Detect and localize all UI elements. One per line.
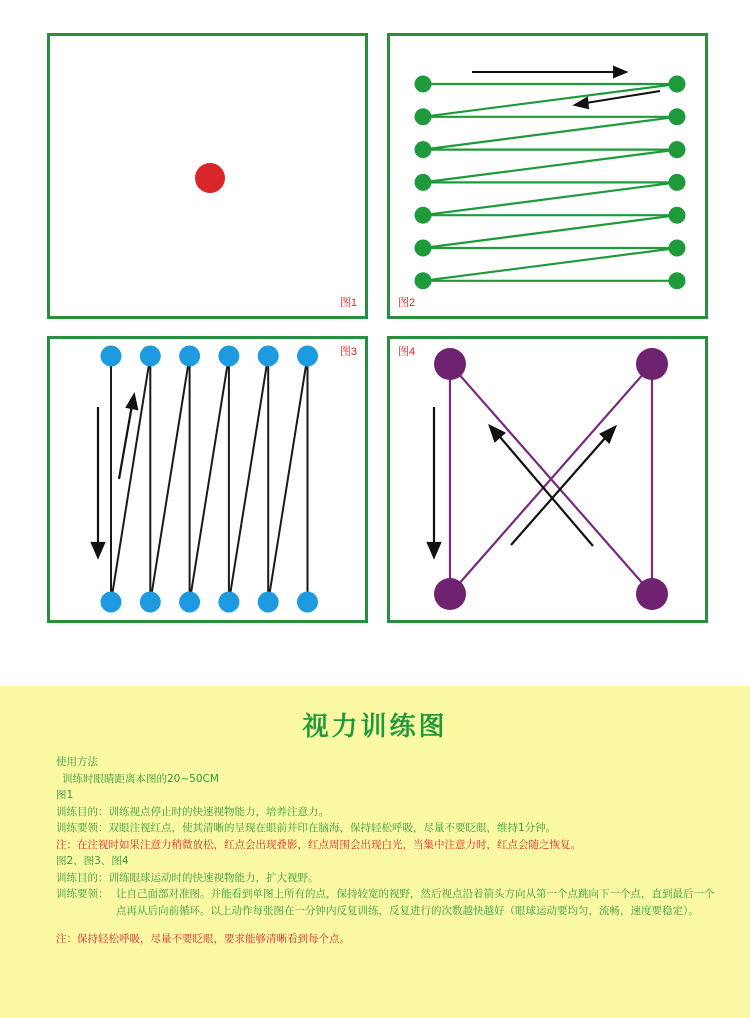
distance-text: 训练时眼睛距离本图的20~50CM bbox=[62, 772, 219, 785]
corner-dot bbox=[636, 348, 668, 380]
instructions-text bbox=[56, 754, 716, 948]
figure-1-label: 图1 bbox=[339, 297, 357, 309]
diagonal-line bbox=[423, 117, 677, 150]
top-dot bbox=[258, 346, 279, 367]
diagonal-line bbox=[423, 150, 677, 183]
diagonal-line bbox=[423, 215, 677, 248]
up-right-arrow-line bbox=[511, 437, 606, 545]
left-dot bbox=[415, 76, 432, 93]
bottom-dot bbox=[218, 592, 239, 613]
figure-1-drawing bbox=[50, 36, 365, 316]
fig1-method: 训练要领：双眼注视红点，使其清晰的呈现在眼前并印在脑海，保持轻松呼吸，尽量不要眨眼，维持1分钟。 bbox=[56, 822, 557, 834]
fig234-method-block bbox=[56, 886, 716, 919]
back-arrow-line bbox=[586, 91, 660, 103]
down-arrow-head bbox=[92, 543, 104, 557]
usage-heading: 使用方法 bbox=[56, 756, 98, 768]
top-dot bbox=[179, 346, 200, 367]
right-dot bbox=[669, 272, 686, 289]
final-note: 注：保持轻松呼吸，尽量不要眨眼，要求能够清晰看到每个点。 bbox=[56, 933, 350, 945]
top-dot bbox=[101, 346, 122, 367]
down-arrow-head bbox=[428, 543, 440, 557]
right-dot bbox=[669, 207, 686, 224]
bottom-dot bbox=[101, 592, 122, 613]
red-focus-dot bbox=[195, 163, 225, 193]
top-dot bbox=[297, 346, 318, 367]
fig234-purpose: 训练目的：训练眼球运动时的快速视物能力，扩大视野。 bbox=[56, 871, 319, 884]
diagonal-line bbox=[423, 182, 677, 215]
diagonal-line bbox=[423, 84, 677, 117]
fig234-heading: 图2、图3、图4 bbox=[56, 855, 129, 867]
figure-2-drawing bbox=[390, 36, 705, 316]
fig1-note: 注：在注视时如果注意力稍微放松，红点会出现叠影，红点周围会出现白光，当集中注意力时，红点会随之恢复。 bbox=[56, 838, 581, 851]
left-dot bbox=[415, 272, 432, 289]
figure-4-drawing bbox=[390, 339, 705, 620]
top-dot bbox=[218, 346, 239, 367]
fig1-heading: 图1 bbox=[56, 789, 74, 801]
right-dot bbox=[669, 174, 686, 191]
right-arrow-head bbox=[614, 67, 626, 77]
diagonal-line bbox=[190, 356, 229, 602]
figure-3-drawing bbox=[50, 339, 365, 620]
up-left-arrow-line bbox=[500, 437, 593, 546]
bottom-dot bbox=[297, 592, 318, 613]
right-dot bbox=[669, 76, 686, 93]
direction-arrows bbox=[428, 407, 615, 557]
diagonal-line bbox=[423, 248, 677, 281]
right-dot bbox=[669, 108, 686, 125]
page-title: 视力训练图 bbox=[302, 712, 448, 742]
up-arrow-head bbox=[127, 395, 137, 409]
left-dot bbox=[415, 141, 432, 158]
figure-4-label: 图4 bbox=[398, 346, 416, 358]
bottom-dot bbox=[179, 592, 200, 613]
back-arrow-head bbox=[575, 98, 588, 108]
left-dot bbox=[415, 108, 432, 125]
vertical-zigzag-lines bbox=[111, 356, 308, 602]
figure-2-panel bbox=[387, 33, 708, 319]
figure-2-label: 图2 bbox=[398, 297, 416, 309]
diagonal-line bbox=[229, 356, 268, 602]
instructions-section bbox=[0, 686, 750, 1018]
left-dot bbox=[415, 174, 432, 191]
bottom-dot bbox=[140, 592, 161, 613]
direction-arrows bbox=[472, 67, 660, 108]
fig1-purpose: 训练目的：训练视点停止时的快速视物能力，培养注意力。 bbox=[56, 805, 329, 818]
right-dot bbox=[669, 141, 686, 158]
bottom-dot bbox=[258, 592, 279, 613]
right-dot bbox=[669, 240, 686, 257]
cross-lines bbox=[450, 364, 652, 594]
zigzag-lines bbox=[423, 84, 677, 281]
left-dot bbox=[415, 240, 432, 257]
corner-dot bbox=[636, 578, 668, 610]
figure-1-panel bbox=[47, 33, 368, 319]
top-dot bbox=[140, 346, 161, 367]
diagonal-line bbox=[150, 356, 189, 602]
fig234-method: 让自己面部对准图。并能看到单图上所有的点，保持较宽的视野，然后视点沿着箭头方向从第一个点跳向下一个点，直到最后一个点再从后向前循环。以上动作每张图在一分钟内反复训练，反复进行的次数越快越好（眼球运动要均匀，流畅，速度要稳定）。 bbox=[116, 888, 715, 917]
figure-3-label: 图3 bbox=[339, 346, 357, 358]
figure-4-panel bbox=[387, 336, 708, 623]
left-dot bbox=[415, 207, 432, 224]
corner-dot bbox=[434, 578, 466, 610]
fig234-method-label: 训练要领： bbox=[56, 888, 109, 900]
up-arrow-line bbox=[119, 405, 132, 479]
spacer bbox=[56, 919, 716, 931]
figure-3-panel bbox=[47, 336, 368, 623]
diagonal-line bbox=[111, 356, 150, 602]
diagonal-line bbox=[268, 356, 307, 602]
corner-dot bbox=[434, 348, 466, 380]
